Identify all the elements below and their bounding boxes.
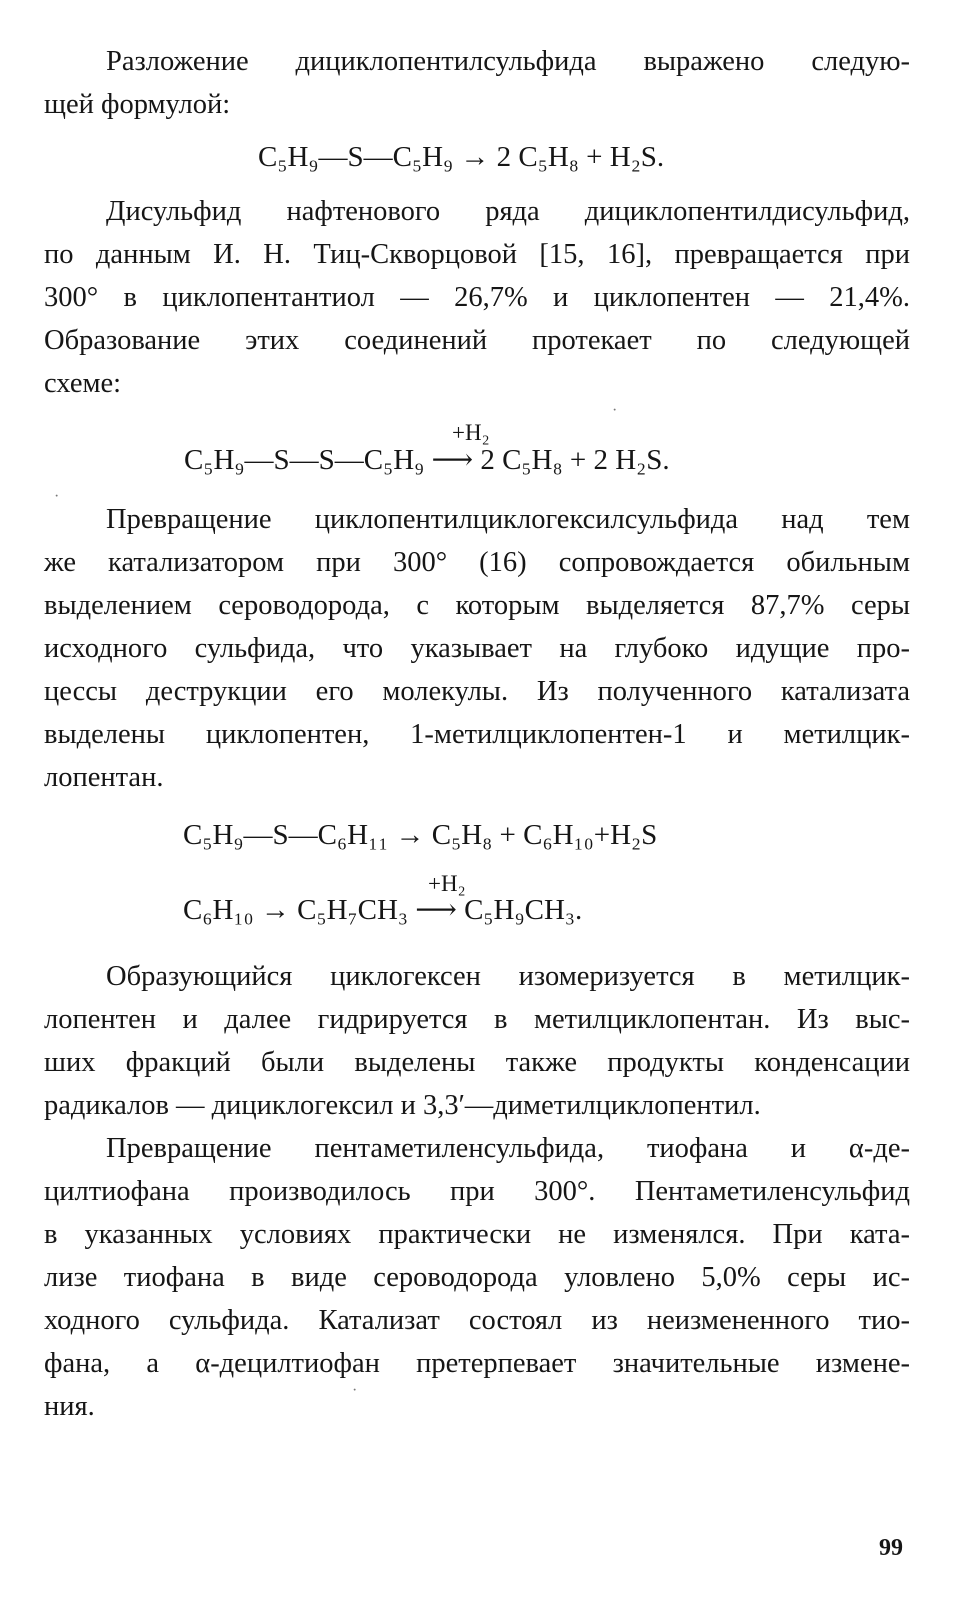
text-line: по данным И. Н. Тиц-Скворцовой [15, 16], превращается при — [44, 239, 910, 270]
text-line: же катализатором при 300° (16) сопровождается обильным — [44, 547, 910, 578]
paragraph-2 — [44, 190, 910, 405]
text-line: ходного сульфида. Катализат состоял из неизмененного тио- — [44, 1305, 910, 1336]
equation-4: C₆H₁₀ → C₅H₇CH₃ ⟶ C₅H₉CH₃. — [183, 894, 583, 926]
text-line: лизе тиофана в виде сероводорода уловлено 5,0% серы ис- — [44, 1262, 910, 1293]
print-speck: · — [54, 488, 60, 505]
text-line: Превращение циклопентилциклогексилсульфида над тем — [106, 504, 910, 535]
equation-3: C₅H₉—S—C₆H₁₁ → C₅H₈ + C₆H₁₀+H₂S — [183, 819, 658, 851]
print-speck: · — [352, 1382, 358, 1399]
text-line: щей формулой: — [44, 89, 231, 120]
text-line: ния. — [44, 1391, 95, 1422]
text-line: Разложение дициклопентилсульфида выражено следую- — [106, 46, 910, 77]
equation-2: C₅H₉—S—S—C₅H₉ ⟶ 2 C₅H₈ + 2 H₂S. — [184, 444, 670, 476]
text-line: схеме: — [44, 368, 122, 399]
text-line: лопентен и далее гидрируется в метилциклопентан. Из выс- — [44, 1004, 910, 1035]
text-line: фана, а α-децилтиофан претерпевает значительные измене- — [44, 1348, 910, 1379]
text-line: Дисульфид нафтенового ряда дициклопентилдисульфид, — [106, 196, 910, 227]
text-line: в указанных условиях практически не изменялся. При ката- — [44, 1219, 910, 1250]
text-line: выделены циклопентен, 1-метилциклопентен-1 и метилцик- — [44, 719, 910, 750]
text-line: Образующийся циклогексен изомеризуется в метилцик- — [106, 961, 910, 992]
text-line: исходного сульфида, что указывает на глубоко идущие про- — [44, 633, 910, 664]
equation-1: C₅H₉—S—C₅H₉ → 2 C₅H₈ + H₂S. — [258, 141, 665, 173]
paragraph-4 — [44, 955, 910, 1127]
paragraph-1 — [44, 40, 910, 126]
print-speck: · — [612, 402, 618, 419]
paragraph-5 — [44, 1127, 910, 1428]
text-line: 300° в циклопентантиол — 26,7% и циклопентен — 21,4%. — [44, 282, 910, 313]
equation-2-condition: +H₂ — [452, 420, 490, 445]
text-line: Превращение пентаметиленсульфида, тиофана и α-де- — [106, 1133, 910, 1164]
text-line: радикалов — дициклогексил и 3,3′—диметилциклопентил. — [44, 1090, 761, 1121]
text-line: цессы деструкции его молекулы. Из полученного катализата — [44, 676, 910, 707]
text-line: цилтиофана производилось при 300°. Пентаметиленсульфид — [44, 1176, 910, 1207]
text-line: ших фракций были выделены также продукты конденсации — [44, 1047, 910, 1078]
text-line: лопентан. — [44, 762, 164, 793]
text-line: выделением сероводорода, с которым выделяется 87,7% серы — [44, 590, 910, 621]
equation-4-condition: +H₂ — [428, 871, 466, 896]
page-number: 99 — [879, 1535, 903, 1561]
text-line: Образование этих соединений протекает по следующей — [44, 325, 910, 356]
paragraph-3 — [44, 498, 910, 799]
